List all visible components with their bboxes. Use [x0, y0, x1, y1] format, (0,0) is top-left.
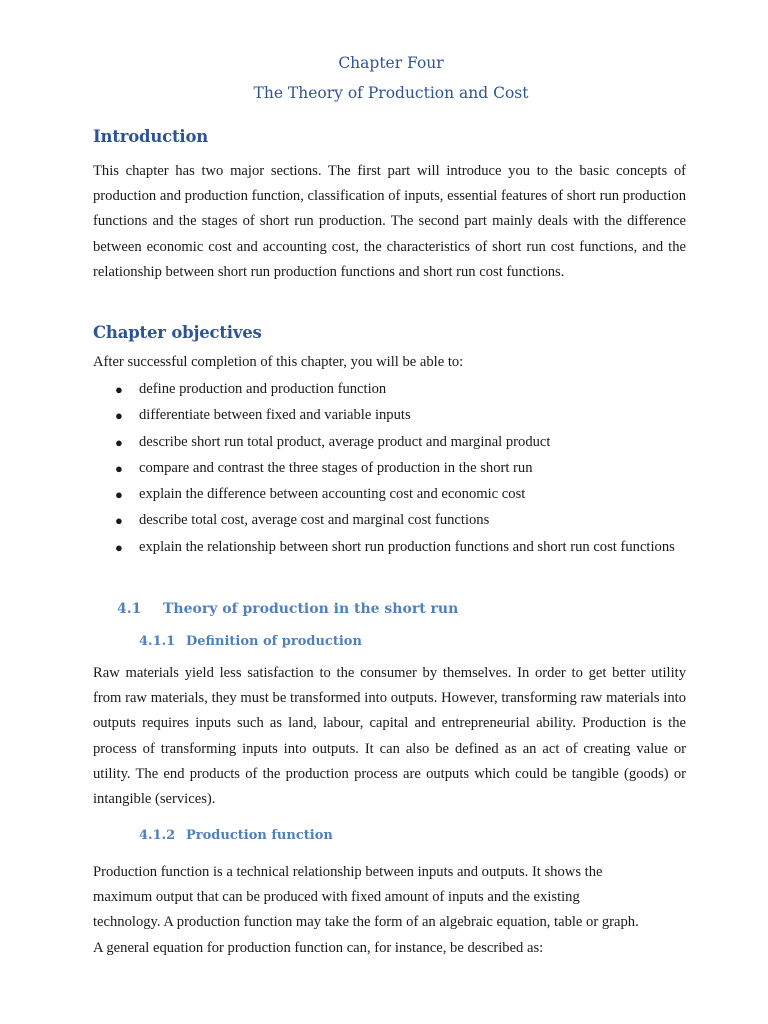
section-4-1-1-heading — [139, 634, 362, 649]
section-title: Definition of production — [186, 634, 362, 649]
bullet-icon: ● — [115, 408, 123, 424]
introduction-heading: Introduction — [93, 127, 209, 146]
section-title: Production function — [186, 828, 333, 843]
list-item: ● differentiate between fixed and variable inputs — [93, 404, 685, 428]
list-item: ● compare and contrast the three stages of production in the short run — [93, 457, 685, 481]
objectives-intro: After successful completion of this chapter, you will be able to: — [93, 354, 464, 370]
list-item: ● explain the relationship between short run production functions and short run cost functions — [93, 536, 685, 560]
text-line: Production function is a technical relationship between inputs and outputs. It shows the — [93, 864, 603, 880]
bullet-icon: ● — [115, 382, 123, 397]
production-function-paragraph — [93, 860, 686, 961]
section-title: Theory of production in the short run — [163, 601, 459, 617]
text-line: maximum output that can be produced with fixed amount of inputs and the existing — [93, 889, 580, 906]
text-line: A general equation for production function can, for instance, be described as: — [93, 939, 544, 956]
bullet-icon: ● — [115, 487, 123, 503]
list-item: ● describe short run total product, average product and marginal product — [93, 431, 685, 455]
bullet-icon: ● — [115, 460, 123, 476]
objectives-list — [93, 378, 685, 562]
list-item: ● define production and production function — [93, 378, 685, 402]
bullet-icon: ● — [115, 434, 123, 450]
text-line: technology. A production function may take the form of an algebraic equation, table or graph. — [93, 914, 639, 931]
section-number: 4.1.2 — [139, 828, 176, 843]
definition-paragraph: Raw materials yield less satisfaction to the consumer by themselves. In order to get better utility from raw materials, they must be transformed into outputs. However, transforming raw materials into outputs requires inputs such as land, labour, capital and entrepreneurial ability. Production is the process of transforming inputs into outputs. It can also be defined as an act of creating value or utility. The end products of the production process are outputs which could be tangible (goods) or intangible (services). — [93, 665, 686, 808]
list-item: ● describe total cost, average cost and marginal cost functions — [93, 509, 685, 533]
list-item: ● explain the difference between accounting cost and economic cost — [93, 483, 685, 507]
section-4-1-heading — [117, 601, 458, 617]
section-number: 4.1.1 — [139, 634, 176, 649]
chapter-title: The Theory of Production and Cost — [253, 84, 529, 102]
chapter-number-title: Chapter Four — [338, 54, 444, 72]
introduction-paragraph: This chapter has two major sections. The first part will introduce you to the basic concepts of production and production function, classification of inputs, essential features of short run production functions and the stages of short run production. The second part mainly deals with the difference between economic cost and accounting cost, the characteristics of short run cost functions, and the relationship between short run production functions and short run cost functions. — [93, 163, 686, 280]
bullet-icon: ● — [115, 513, 123, 529]
objectives-heading: Chapter objectives — [93, 323, 262, 342]
section-4-1-2-heading — [139, 828, 333, 843]
section-number: 4.1 — [117, 601, 142, 617]
bullet-icon: ● — [115, 539, 123, 555]
